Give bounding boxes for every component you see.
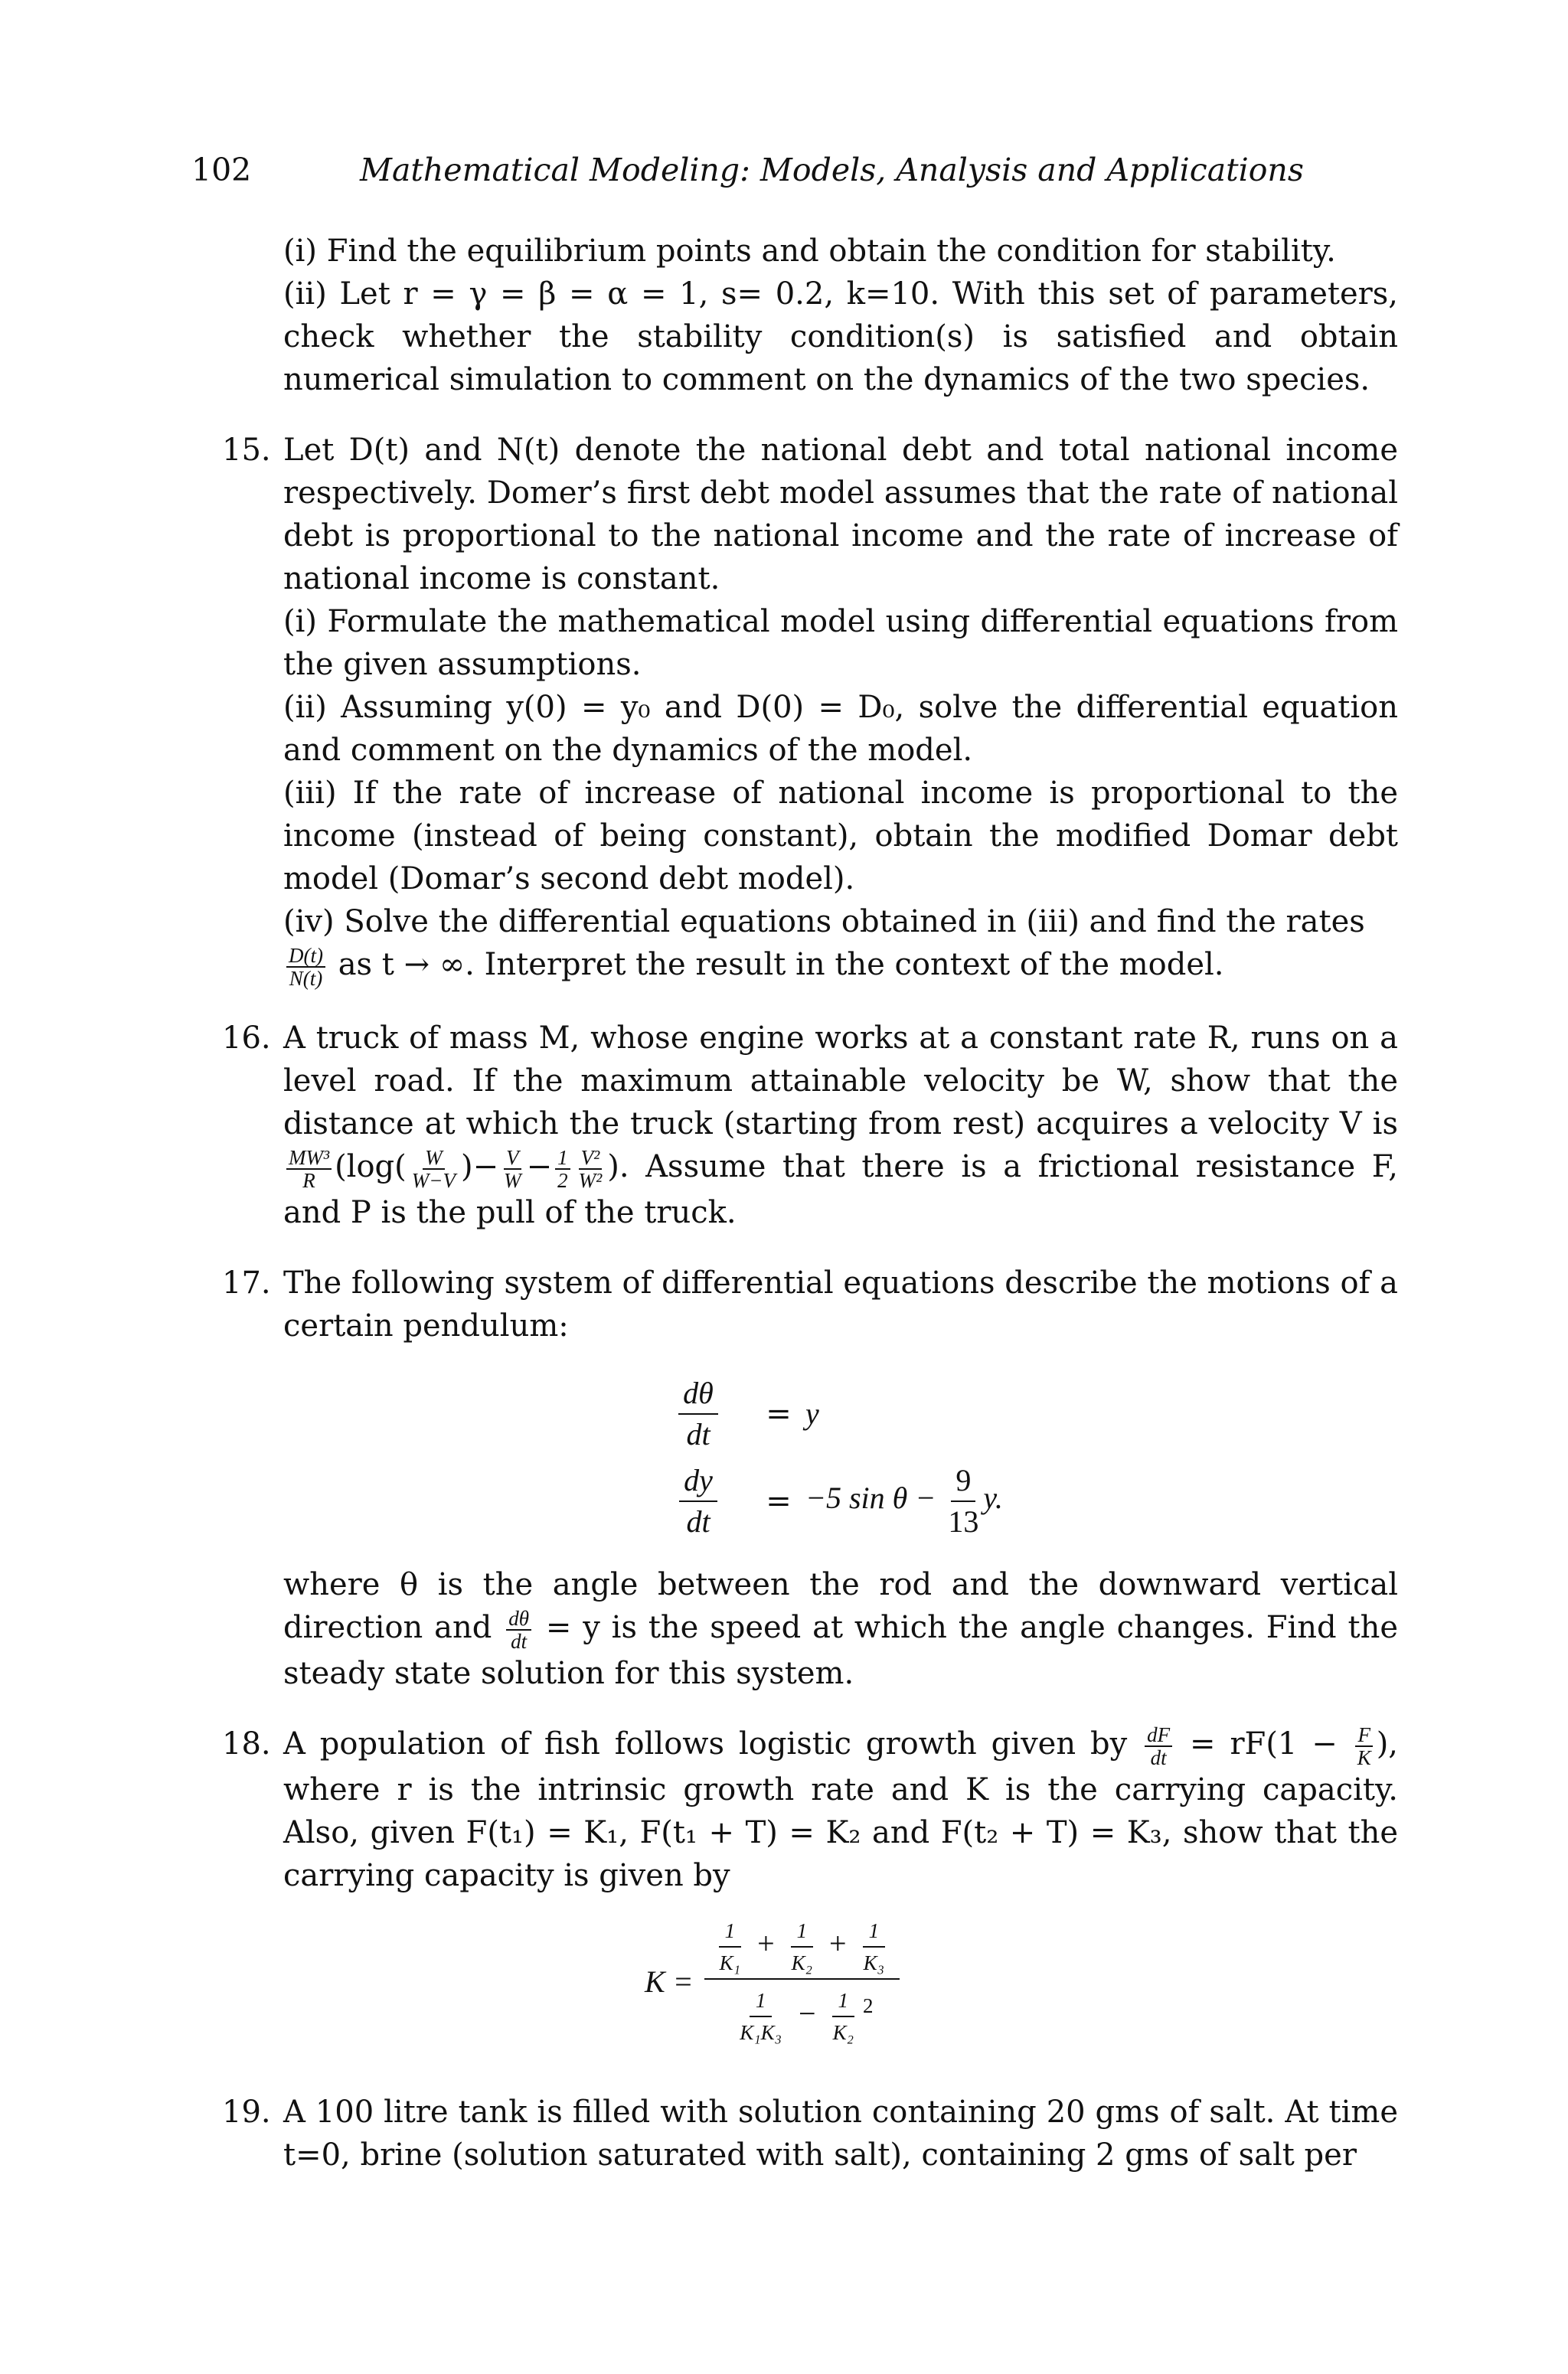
fraction-numerator: 1 bbox=[719, 1920, 742, 1948]
problem-statement bbox=[283, 1723, 1398, 1897]
problem-number: 18. bbox=[222, 1726, 271, 1762]
fraction-numerator: 1 bbox=[832, 1990, 855, 2017]
problem-statement: The following system of differential equations describe the motions of a certain pendulum: bbox=[283, 1265, 1398, 1344]
frac-1-k1 bbox=[714, 1920, 746, 1974]
fraction-v2-w2 bbox=[577, 1147, 605, 1191]
fraction-numerator: 1 bbox=[750, 1990, 773, 2017]
fraction-denominator: dt bbox=[686, 1504, 710, 1539]
fraction-numerator: dθ bbox=[506, 1608, 531, 1631]
problem-statement: A truck of mass M, whose engine works at a constant rate R, runs on a level road. If the maximum attainable velocity be W, show that the distance at which the truck (starting from rest) acquires a velocity V is bbox=[283, 1020, 1398, 1141]
lhs-dy-dt bbox=[645, 1461, 752, 1542]
rhs-2 bbox=[805, 1461, 1398, 1542]
fraction-denominator: dt bbox=[1150, 1746, 1167, 1769]
frac-1-k1k3 bbox=[733, 1990, 788, 2043]
problem-number: 17. bbox=[222, 1265, 271, 1301]
fraction-numerator: 1 bbox=[863, 1920, 886, 1948]
explanation-part-a: where θ is the angle between the rod and the downward vertical direction and bbox=[283, 1567, 1398, 1645]
k-denominator bbox=[724, 1980, 879, 2043]
fraction-denominator: K₂ bbox=[832, 2021, 854, 2045]
k-big-fraction bbox=[704, 1920, 900, 2043]
part-iii: (iii) If the rate of increase of national income is proportional to the income (instead of being constant), obtain the modified Domar debt model (Domar’s second debt model). bbox=[283, 776, 1398, 896]
fraction-numerator: 1 bbox=[791, 1920, 814, 1948]
fraction-v-w bbox=[501, 1147, 524, 1191]
equals-sign: = bbox=[766, 1484, 792, 1519]
fraction-numerator: D(t) bbox=[286, 945, 325, 968]
page-number: 102 bbox=[191, 152, 252, 188]
fraction-denominator: W bbox=[504, 1169, 521, 1192]
fraction-denominator: dt bbox=[511, 1630, 528, 1653]
frac-1-k2-squared bbox=[827, 1990, 860, 2043]
problem-number: 15. bbox=[222, 433, 271, 468]
exponent: 2 bbox=[862, 1994, 874, 2017]
running-header bbox=[191, 152, 1400, 198]
plus-sign: + bbox=[829, 1926, 847, 1961]
fraction-denominator: K₁K₃ bbox=[740, 2021, 782, 2045]
fraction-numerator: dθ bbox=[678, 1373, 718, 1415]
minus-sign: − bbox=[799, 1996, 816, 2031]
frac-1-k2 bbox=[786, 1920, 818, 1974]
fraction-denominator: K₃ bbox=[863, 1951, 885, 1974]
explanation-part-b: = y is the speed at which the angle changes. Find the steady state solution for this system. bbox=[283, 1610, 1399, 1691]
part-i: (i) Formulate the mathematical model using differential equations from the given assumptions. bbox=[283, 604, 1398, 682]
statement-part-a: A population of fish follows logistic growth given by bbox=[283, 1726, 1128, 1762]
fraction-mw3-r bbox=[286, 1147, 332, 1191]
carrying-capacity-formula bbox=[283, 1920, 1398, 2043]
problem-explanation bbox=[283, 1563, 1398, 1695]
fraction-f-k bbox=[1355, 1724, 1374, 1768]
problem-number: 16. bbox=[222, 1020, 271, 1056]
minus-sign: − bbox=[526, 1149, 553, 1184]
fraction-denominator: 2 bbox=[557, 1169, 568, 1192]
problem-intro: Let D(t) and N(t) denote the national debt and total national income respectively. Domer’s first debt model assumes that the rate of national debt is proportional to the national income and the rate of increase of national income is constant. bbox=[283, 433, 1398, 596]
fraction-numerator: F bbox=[1355, 1724, 1373, 1747]
rhs-2-part-a: −5 sin θ − bbox=[805, 1481, 936, 1516]
log-close: )− bbox=[461, 1149, 499, 1184]
fraction-denominator: K₁ bbox=[719, 1951, 741, 1974]
fraction-numerator: V² bbox=[579, 1147, 603, 1170]
fraction-denominator: W² bbox=[578, 1169, 603, 1192]
statement-part-b: = rF(1 − bbox=[1190, 1726, 1338, 1762]
part-iv-text: (iv) Solve the differential equations obtained in (iii) and find the rates bbox=[283, 904, 1365, 939]
fraction-numerator: dy bbox=[679, 1461, 717, 1502]
part-iv-end: as t → ∞. Interpret the result in the context of the model. bbox=[338, 947, 1224, 982]
problem-17 bbox=[191, 1262, 1398, 1695]
fraction-denominator: W−V bbox=[411, 1169, 456, 1192]
problem-15 bbox=[191, 429, 1398, 989]
ratio-fraction bbox=[286, 945, 325, 989]
fraction-denominator: R bbox=[302, 1169, 315, 1192]
k-numerator bbox=[704, 1920, 900, 1980]
pendulum-equation-system bbox=[283, 1373, 1398, 1542]
rhs-1: y bbox=[805, 1396, 819, 1431]
part-ii: (ii) Let r = γ = β = α = 1, s= 0.2, k=10. With this set of parameters, check whether the stability condition(s) is satisfied and obtain numerical simulation to comment on the dynamics of the two species. bbox=[283, 276, 1398, 397]
lhs-dtheta-dt bbox=[645, 1373, 752, 1455]
fraction-denominator: dt bbox=[686, 1417, 710, 1452]
statement-part-c: ), where r is the intrinsic growth rate and K is the carrying capacity. Also, given F(t₁) = K₁, F(t₁ + T) = K₂ and F(t₂ + T) = K₃, show that the carrying capacity is given by bbox=[283, 1726, 1399, 1893]
problem-statement: A 100 litre tank is filled with solution containing 20 gms of salt. At time t=0, brine (solution saturated with salt), containing 2 gms of salt per bbox=[283, 2095, 1398, 2173]
part-iv bbox=[283, 900, 1398, 989]
part-i: (i) Find the equilibrium points and obtain the condition for stability. bbox=[283, 233, 1336, 269]
fraction-numerator: dF bbox=[1145, 1724, 1172, 1747]
fraction-one-half bbox=[555, 1147, 570, 1191]
problem-18 bbox=[191, 1723, 1398, 2043]
fraction-denominator: 13 bbox=[948, 1504, 979, 1539]
equals-sign: = bbox=[766, 1396, 792, 1432]
fraction-denominator: N(t) bbox=[289, 967, 323, 990]
problem-tail: ). Assume that there is a frictional resistance F, and P is the pull of the truck. bbox=[283, 1149, 1398, 1230]
fraction-9-13 bbox=[943, 1461, 983, 1542]
fraction-numerator: MW³ bbox=[286, 1147, 332, 1170]
fraction-denominator: K bbox=[1357, 1746, 1371, 1769]
fraction-numerator: V bbox=[504, 1147, 521, 1170]
fraction-df-dt bbox=[1145, 1724, 1172, 1768]
rhs-2-part-b: y. bbox=[983, 1481, 1003, 1516]
fraction-w-wv bbox=[410, 1147, 458, 1191]
plus-sign: + bbox=[757, 1926, 775, 1961]
fraction-numerator: 1 bbox=[555, 1147, 570, 1170]
k-lhs: K = bbox=[645, 1964, 694, 1999]
page-body bbox=[191, 230, 1398, 2176]
fraction-dtheta-dt bbox=[506, 1608, 531, 1652]
problem-number: 19. bbox=[222, 2095, 271, 2131]
problem-19 bbox=[191, 2091, 1398, 2176]
log-open: (log( bbox=[335, 1149, 407, 1184]
fraction-numerator: 9 bbox=[951, 1461, 975, 1502]
problem-text bbox=[283, 1017, 1398, 1234]
frac-1-k3 bbox=[858, 1920, 890, 1974]
running-title: Mathematical Modeling: Models, Analysis and Applications bbox=[360, 152, 1304, 188]
fraction-denominator: K₂ bbox=[791, 1951, 813, 1974]
problem-14-continuation bbox=[191, 230, 1398, 401]
fraction-numerator: W bbox=[423, 1147, 445, 1170]
problem-16 bbox=[191, 1017, 1398, 1234]
part-ii: (ii) Assuming y(0) = y₀ and D(0) = D₀, solve the differential equation and comment on the dynamics of the model. bbox=[283, 690, 1398, 768]
